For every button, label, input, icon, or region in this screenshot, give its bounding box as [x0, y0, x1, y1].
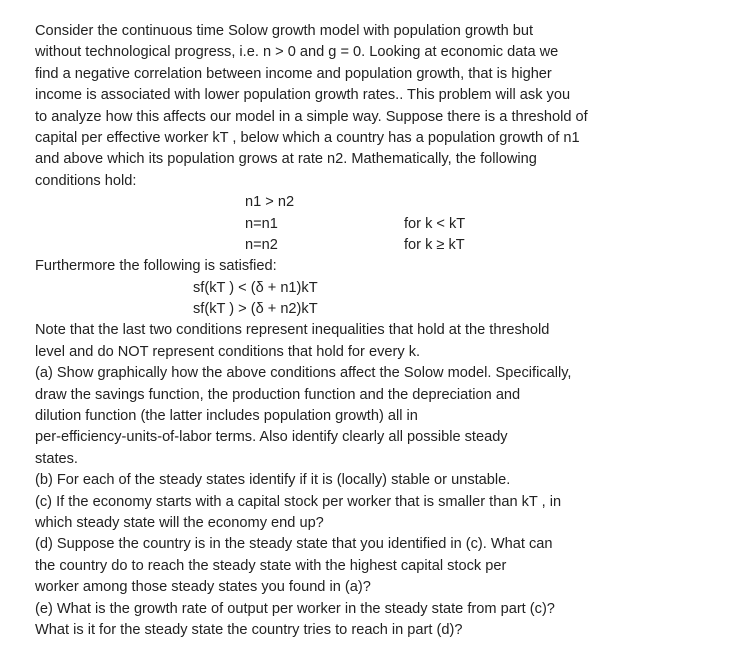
part-e-line: What is it for the steady state the country tries to reach in part (d)?: [35, 621, 463, 638]
furthermore-line: Furthermore the following is satisfied:: [35, 258, 277, 275]
intro-line: without technological progress, i.e. n > 0 and g = 0. Looking at economic data we: [35, 44, 559, 61]
part-a-line: dilution function (the latter includes population growth) all in: [35, 408, 418, 425]
part-a-line: (a) Show graphically how the above conditions affect the Solow model. Specifically,: [35, 365, 572, 382]
intro-line: Consider the continuous time Solow growth model with population growth but: [35, 23, 534, 39]
inequality: sf(kT ) > (δ + n2)kT: [193, 301, 318, 318]
intro-line: income is associated with lower population growth rates.. This problem will ask you: [35, 87, 571, 104]
part-d-line: the country do to reach the steady state with the highest capital stock per: [35, 557, 507, 574]
condition-lhs: n=n1: [245, 215, 278, 232]
condition-lhs: n1 > n2: [245, 194, 295, 211]
part-c-line: which steady state will the economy end up?: [35, 514, 324, 531]
part-d-line: worker among those steady states you found in (a)?: [35, 579, 371, 596]
part-d-line: (d) Suppose the country is in the steady state that you identified in (c). What can: [35, 536, 553, 553]
body-line: Note that the last two conditions represent inequalities that hold at the threshold: [35, 322, 550, 339]
intro-line: to analyze how this affects our model in a simple way. Suppose there is a threshold of: [35, 108, 588, 125]
inequality: sf(kT ) < (δ + n1)kT: [193, 279, 318, 296]
body-line: level and do NOT represent conditions that hold for every k.: [35, 343, 421, 360]
intro-line: and above which its population grows at rate n2. Mathematically, the following: [35, 151, 537, 168]
intro-line: find a negative correlation between income and population growth, that is higher: [35, 65, 552, 82]
condition-row: [35, 192, 655, 213]
part-a-line: per-efficiency-units-of-labor terms. Also identify clearly all possible steady: [35, 429, 508, 446]
intro-line: conditions hold:: [35, 172, 137, 189]
condition-lhs: n=n2: [245, 236, 278, 253]
condition-rhs: for k < kT: [404, 215, 466, 232]
intro-line: capital per effective worker kT , below which a country has a population growth of n1: [35, 129, 580, 146]
condition-rhs: for k ≥ kT: [404, 236, 465, 253]
part-a-line: draw the savings function, the production function and the depreciation and: [35, 386, 521, 403]
part-e-line: (e) What is the growth rate of output per worker in the steady state from part (c)?: [35, 600, 555, 617]
part-b-line: (b) For each of the steady states identify if it is (locally) stable or unstable.: [35, 472, 511, 489]
part-c-line: (c) If the economy starts with a capital stock per worker that is smaller than kT , in: [35, 493, 562, 510]
problem-text: [35, 21, 655, 641]
condition-row: [35, 235, 655, 256]
condition-row: [35, 214, 655, 235]
part-a-line: states.: [35, 450, 78, 467]
